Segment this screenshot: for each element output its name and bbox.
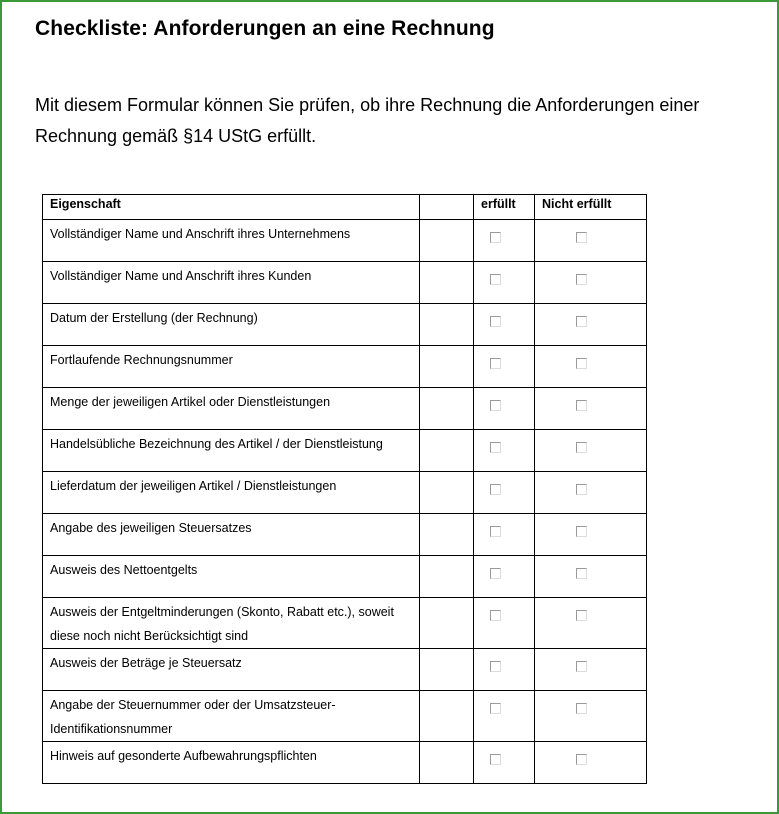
fulfilled-wrap <box>474 649 534 690</box>
not-fulfilled-checkbox[interactable] <box>576 568 587 579</box>
fulfilled-wrap <box>474 514 534 555</box>
not-fulfilled-cell <box>535 346 647 388</box>
table-header-row <box>43 195 647 220</box>
property-label: Ausweis der Beträge je Steuersatz <box>50 656 242 670</box>
property-cell <box>43 598 420 649</box>
fulfilled-cell <box>474 691 535 742</box>
empty-cell <box>420 220 474 262</box>
property-label: Fortlaufende Rechnungsnummer <box>50 353 233 367</box>
table-row <box>43 220 647 262</box>
empty-cell <box>420 304 474 346</box>
table-row <box>43 598 647 649</box>
intro-text: Mit diesem Formular können Sie prüfen, ob ihre Rechnung die Anforderungen einer Rechnung gemäß §14 UStG erfüllt. <box>35 95 700 146</box>
table-row <box>43 649 647 691</box>
header-property-label: Eigenschaft <box>50 197 121 211</box>
not-fulfilled-checkbox[interactable] <box>576 358 587 369</box>
fulfilled-cell <box>474 262 535 304</box>
fulfilled-checkbox[interactable] <box>490 274 501 285</box>
empty-cell <box>420 472 474 514</box>
not-fulfilled-wrap <box>535 304 646 345</box>
empty-cell <box>420 649 474 691</box>
fulfilled-checkbox[interactable] <box>490 484 501 495</box>
fulfilled-wrap <box>474 304 534 345</box>
empty-cell <box>420 691 474 742</box>
not-fulfilled-cell <box>535 472 647 514</box>
fulfilled-wrap <box>474 691 534 741</box>
not-fulfilled-cell <box>535 514 647 556</box>
property-label: Datum der Erstellung (der Rechnung) <box>50 311 258 325</box>
not-fulfilled-cell <box>535 220 647 262</box>
property-label: Angabe der Steuernummer oder der Umsatzsteuer-Identifikationsnummer <box>50 698 336 736</box>
fulfilled-cell <box>474 742 535 784</box>
fulfilled-checkbox[interactable] <box>490 661 501 672</box>
not-fulfilled-checkbox[interactable] <box>576 661 587 672</box>
not-fulfilled-wrap <box>535 262 646 303</box>
property-label: Angabe des jeweiligen Steuersatzes <box>50 521 252 535</box>
fulfilled-wrap <box>474 220 534 261</box>
fulfilled-checkbox[interactable] <box>490 358 501 369</box>
not-fulfilled-cell <box>535 649 647 691</box>
not-fulfilled-cell <box>535 691 647 742</box>
property-label: Vollständiger Name und Anschrift ihres Unternehmens <box>50 227 351 241</box>
not-fulfilled-checkbox[interactable] <box>576 442 587 453</box>
property-label: Lieferdatum der jeweiligen Artikel / Dienstleistungen <box>50 479 337 493</box>
not-fulfilled-wrap <box>535 598 646 648</box>
empty-cell <box>420 430 474 472</box>
not-fulfilled-cell <box>535 262 647 304</box>
not-fulfilled-cell <box>535 304 647 346</box>
property-cell <box>43 220 420 262</box>
fulfilled-wrap <box>474 742 534 783</box>
fulfilled-wrap <box>474 262 534 303</box>
empty-cell <box>420 262 474 304</box>
property-cell <box>43 742 420 784</box>
empty-cell <box>420 742 474 784</box>
empty-cell <box>420 598 474 649</box>
property-label: Handelsübliche Bezeichnung des Artikel / der Dienstleistung <box>50 437 383 451</box>
not-fulfilled-wrap <box>535 649 646 690</box>
fulfilled-cell <box>474 304 535 346</box>
fulfilled-cell <box>474 556 535 598</box>
property-cell <box>43 304 420 346</box>
fulfilled-checkbox[interactable] <box>490 610 501 621</box>
empty-cell <box>420 346 474 388</box>
empty-cell <box>420 388 474 430</box>
table-row <box>43 388 647 430</box>
not-fulfilled-wrap <box>535 472 646 513</box>
fulfilled-checkbox[interactable] <box>490 526 501 537</box>
property-label: Vollständiger Name und Anschrift ihres Kunden <box>50 269 312 283</box>
fulfilled-cell <box>474 472 535 514</box>
fulfilled-checkbox[interactable] <box>490 568 501 579</box>
table-row <box>43 346 647 388</box>
fulfilled-checkbox[interactable] <box>490 400 501 411</box>
property-label: Hinweis auf gesonderte Aufbewahrungspflichten <box>50 749 317 763</box>
table-row <box>43 304 647 346</box>
fulfilled-checkbox[interactable] <box>490 442 501 453</box>
property-cell <box>43 691 420 742</box>
table-row <box>43 430 647 472</box>
property-cell <box>43 472 420 514</box>
table-row <box>43 691 647 742</box>
property-cell <box>43 388 420 430</box>
not-fulfilled-wrap <box>535 556 646 597</box>
table-row <box>43 262 647 304</box>
fulfilled-wrap <box>474 472 534 513</box>
fulfilled-wrap <box>474 430 534 471</box>
fulfilled-wrap <box>474 556 534 597</box>
not-fulfilled-cell <box>535 598 647 649</box>
header-not-fulfilled-label: Nicht erfüllt <box>542 197 612 211</box>
property-label: Ausweis der Entgeltminderungen (Skonto, Rabatt etc.), soweit diese noch nicht Berücksichtigt sind <box>50 605 394 643</box>
property-cell <box>43 649 420 691</box>
property-label: Ausweis des Nettoentgelts <box>50 563 198 577</box>
not-fulfilled-cell <box>535 388 647 430</box>
fulfilled-checkbox[interactable] <box>490 232 501 243</box>
property-label: Menge der jeweiligen Artikel oder Dienstleistungen <box>50 395 331 409</box>
fulfilled-checkbox[interactable] <box>490 754 501 765</box>
empty-cell <box>420 556 474 598</box>
fulfilled-cell <box>474 388 535 430</box>
not-fulfilled-wrap <box>535 514 646 555</box>
property-cell <box>43 346 420 388</box>
fulfilled-wrap <box>474 346 534 387</box>
fulfilled-cell <box>474 514 535 556</box>
fulfilled-wrap <box>474 598 534 648</box>
property-cell <box>43 430 420 472</box>
empty-cell <box>420 514 474 556</box>
not-fulfilled-checkbox[interactable] <box>576 754 587 765</box>
fulfilled-cell <box>474 649 535 691</box>
fulfilled-cell <box>474 430 535 472</box>
fulfilled-checkbox[interactable] <box>490 703 501 714</box>
not-fulfilled-wrap <box>535 346 646 387</box>
table-row <box>43 514 647 556</box>
not-fulfilled-wrap <box>535 691 646 741</box>
not-fulfilled-wrap <box>535 742 646 783</box>
not-fulfilled-wrap <box>535 388 646 429</box>
header-fulfilled-label: erfüllt <box>481 197 516 211</box>
fulfilled-cell <box>474 598 535 649</box>
property-cell <box>43 514 420 556</box>
header-empty <box>420 195 474 220</box>
header-property <box>43 195 420 220</box>
not-fulfilled-checkbox[interactable] <box>576 610 587 621</box>
not-fulfilled-cell <box>535 556 647 598</box>
not-fulfilled-checkbox[interactable] <box>576 526 587 537</box>
fulfilled-wrap <box>474 388 534 429</box>
property-cell <box>43 262 420 304</box>
fulfilled-cell <box>474 346 535 388</box>
not-fulfilled-checkbox[interactable] <box>576 400 587 411</box>
not-fulfilled-wrap <box>535 430 646 471</box>
not-fulfilled-wrap <box>535 220 646 261</box>
not-fulfilled-cell <box>535 742 647 784</box>
not-fulfilled-checkbox[interactable] <box>576 316 587 327</box>
document-title: Checkliste: Anforderungen an eine Rechnung <box>35 17 495 40</box>
table-row <box>43 556 647 598</box>
not-fulfilled-cell <box>535 430 647 472</box>
table-row <box>43 472 647 514</box>
not-fulfilled-checkbox[interactable] <box>576 274 587 285</box>
fulfilled-checkbox[interactable] <box>490 316 501 327</box>
not-fulfilled-checkbox[interactable] <box>576 232 587 243</box>
property-cell <box>43 556 420 598</box>
not-fulfilled-checkbox[interactable] <box>576 484 587 495</box>
checklist-table <box>42 194 647 784</box>
header-fulfilled <box>474 195 535 220</box>
table-row <box>43 742 647 784</box>
header-not-fulfilled <box>535 195 647 220</box>
header-empty-label <box>420 195 473 197</box>
fulfilled-cell <box>474 220 535 262</box>
not-fulfilled-checkbox[interactable] <box>576 703 587 714</box>
